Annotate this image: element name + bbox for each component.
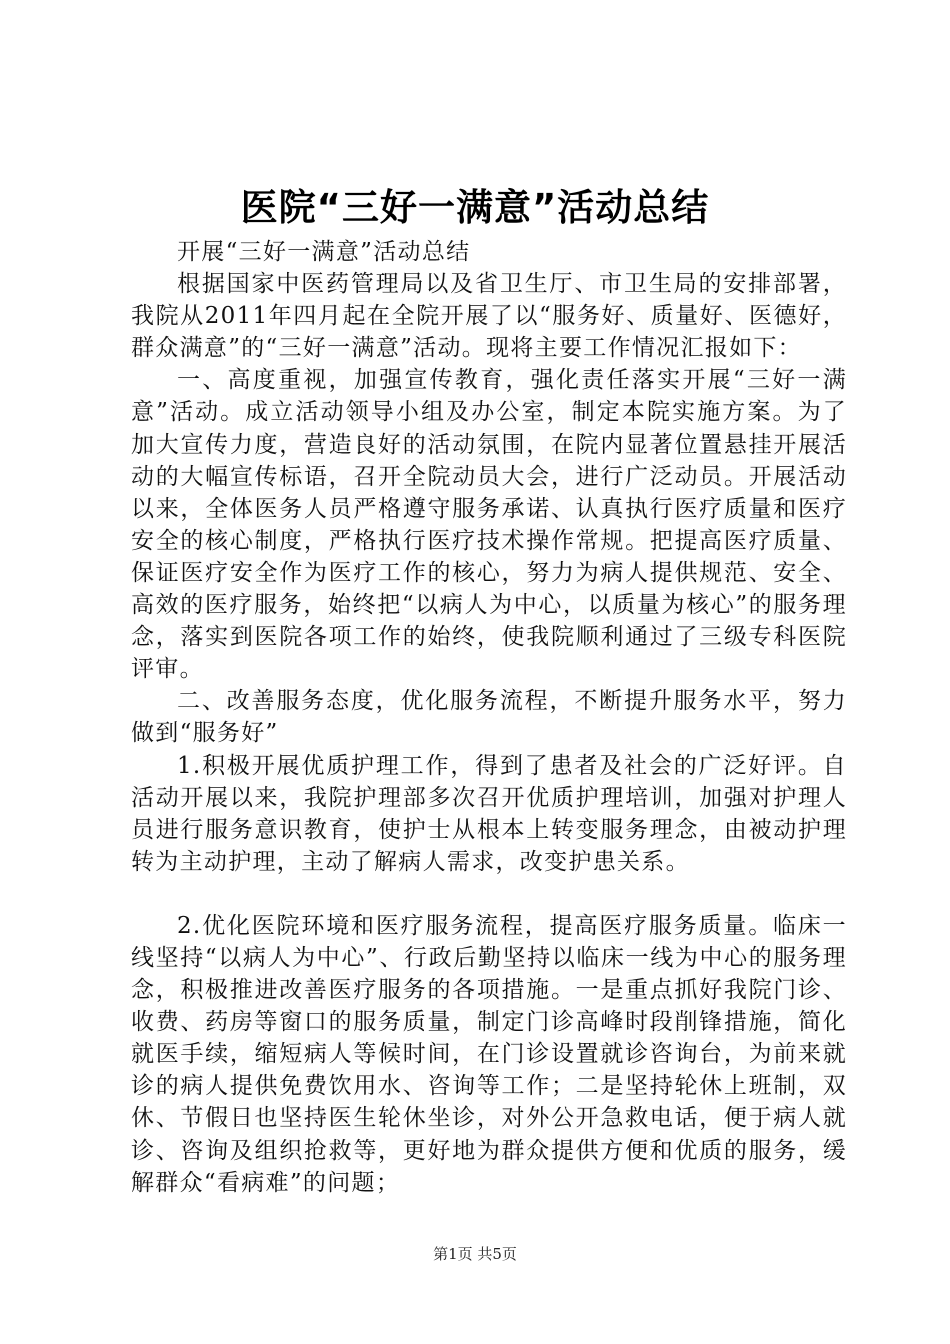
paragraph-item-one: 1.积极开展优质护理工作，得到了患者及社会的广泛好评。自活动开展以来，我院护理部多次召开优质护理培训，加强对护理人员进行服务意识教育，使护士从根本上转变服务理念，由被动护理转为主动护理，主动了解病人需求，改变护患关系。 — [131, 752, 847, 875]
document-body — [131, 236, 847, 1199]
paragraph-intro: 根据国家中医药管理局以及省卫生厅、市卫生局的安排部署，我院从2011年四月起在全院开展了以“服务好、质量好、医德好，群众满意”的“三好一满意”活动。现将主要工作情况汇报如下： — [131, 271, 847, 362]
paragraph-section-two-heading: 二、改善服务态度，优化服务流程，不断提升服务水平，努力做到“服务好” — [131, 688, 847, 747]
document-title: 医院“三好一满意”活动总结 — [240, 186, 710, 229]
page-number-footer: 第1页 共5页 — [433, 1245, 517, 1263]
paragraph-item-two: 2.优化医院环境和医疗服务流程，提高医疗服务质量。临床一线坚持“以病人为中心”、行政后勤坚持以临床一线为中心的服务理念，积极推进改善医疗服务的各项措施。一是重点抓好我院门诊、收费、药房等窗口的服务质量，制定门诊高峰时段削锋措施，简化就医手续，缩短病人等候时间，在门诊设置就诊咨询台，为前来就诊的病人提供免费饮用水、咨询等工作；二是坚持轮休上班制，双休、节假日也坚持医生轮休坐诊，对外公开急救电话，便于病人就诊、咨询及组织抢救等，更好地为群众提供方便和优质的服务，缓解群众“看病难”的问题； — [131, 912, 847, 1196]
paragraph-subtitle: 开展“三好一满意”活动总结 — [177, 239, 471, 265]
paragraph-section-one: 一、高度重视，加强宣传教育，强化责任落实开展“三好一满意”活动。成立活动领导小组及办公室，制定本院实施方案。为了加大宣传力度，营造良好的活动氛围，在院内显著位置悬挂开展活动的大幅宣传标语，召开全院动员大会，进行广泛动员。开展活动以来，全体医务人员严格遵守服务承诺、认真执行医疗质量和医疗安全的核心制度，严格执行医疗技术操作常规。把提高医疗质量、保证医疗安全作为医疗工作的核心，努力为病人提供规范、安全、高效的医疗服务，始终把“以病人为中心，以质量为核心”的服务理念，落实到医院各项工作的始终，使我院顺利通过了三级专科医院评审。 — [131, 367, 847, 683]
